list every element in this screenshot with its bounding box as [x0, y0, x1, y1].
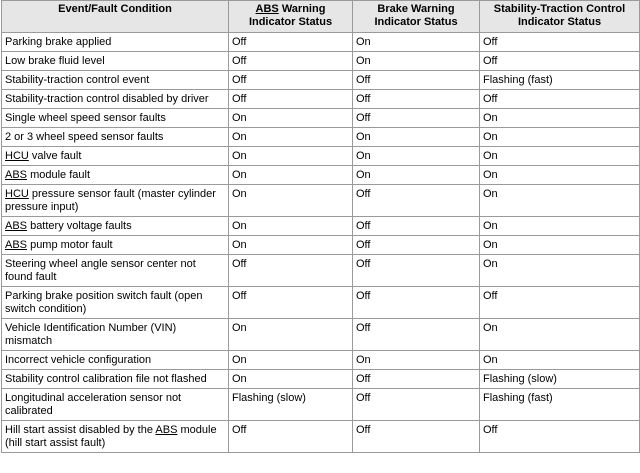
stability-status-cell: On — [480, 351, 640, 370]
condition-cell — [2, 109, 229, 128]
condition-text: 2 or 3 wheel speed sensor faults — [5, 131, 164, 143]
stability-status-cell: Off — [480, 52, 640, 71]
brake-status-cell: On — [353, 33, 480, 52]
condition-abbreviation: HCU — [5, 150, 29, 162]
condition-cell — [2, 52, 229, 71]
header-label: Warning Indicator Status — [248, 3, 333, 28]
brake-status-cell: Off — [353, 287, 480, 319]
header-label: Event/Fault Condition — [58, 3, 172, 15]
abs-status-cell: Off — [229, 52, 353, 71]
condition-text: Parking brake position switch fault (open switch condition) — [5, 290, 206, 315]
brake-status-cell: Off — [353, 236, 480, 255]
table-row — [2, 71, 640, 90]
condition-cell — [2, 33, 229, 52]
condition-cell — [2, 389, 229, 421]
condition-cell — [2, 287, 229, 319]
abs-status-cell: On — [229, 319, 353, 351]
table-row — [2, 185, 640, 217]
abs-status-cell: Off — [229, 255, 353, 287]
condition-cell — [2, 370, 229, 389]
condition-text: Longitudinal acceleration sensor not calibrated — [5, 392, 185, 417]
condition-abbreviation: HCU — [5, 188, 29, 200]
abs-status-cell: On — [229, 236, 353, 255]
condition-cell — [2, 185, 229, 217]
condition-cell — [2, 255, 229, 287]
abs-status-cell: On — [229, 217, 353, 236]
condition-text: module (hill start assist fault) — [5, 424, 220, 449]
brake-status-cell: On — [353, 128, 480, 147]
condition-abbreviation: ABS — [5, 220, 28, 232]
brake-status-cell: On — [353, 147, 480, 166]
abs-status-cell: On — [229, 147, 353, 166]
table-row — [2, 217, 640, 236]
stability-status-cell: Off — [480, 421, 640, 453]
abs-status-cell: Flashing (slow) — [229, 389, 353, 421]
header-brake-warning-status — [353, 1, 480, 33]
header-abbreviation: ABS — [255, 3, 279, 15]
table-row — [2, 128, 640, 147]
abs-status-cell: On — [229, 370, 353, 389]
stability-status-cell: On — [480, 109, 640, 128]
brake-status-cell: Off — [353, 217, 480, 236]
condition-cell — [2, 147, 229, 166]
abs-status-cell: Off — [229, 90, 353, 109]
header-stability-traction-status — [480, 1, 640, 33]
condition-text: battery voltage faults — [27, 220, 132, 232]
stability-status-cell: On — [480, 128, 640, 147]
stability-status-cell: Flashing (slow) — [480, 370, 640, 389]
condition-text: valve fault — [28, 150, 82, 162]
stability-status-cell: Flashing (fast) — [480, 389, 640, 421]
table-body — [2, 33, 640, 453]
condition-text: Stability-traction control event — [5, 74, 150, 86]
stability-status-cell: Off — [480, 33, 640, 52]
brake-status-cell: Off — [353, 185, 480, 217]
table-row — [2, 287, 640, 319]
condition-cell — [2, 90, 229, 109]
table-row — [2, 351, 640, 370]
table-row — [2, 33, 640, 52]
abs-status-cell: On — [229, 351, 353, 370]
stability-status-cell: On — [480, 255, 640, 287]
stability-status-cell: On — [480, 147, 640, 166]
table-row — [2, 90, 640, 109]
brake-status-cell: Off — [353, 90, 480, 109]
table-row — [2, 370, 640, 389]
condition-text: Incorrect vehicle configuration — [5, 354, 152, 366]
stability-status-cell: On — [480, 166, 640, 185]
abs-status-cell: On — [229, 185, 353, 217]
condition-cell — [2, 236, 229, 255]
condition-cell — [2, 351, 229, 370]
brake-status-cell: Off — [353, 389, 480, 421]
brake-status-cell: Off — [353, 319, 480, 351]
table-row — [2, 236, 640, 255]
condition-cell — [2, 319, 229, 351]
condition-text: Low brake fluid level — [5, 55, 105, 67]
condition-text: Steering wheel angle sensor center not found fault — [5, 258, 199, 283]
header-event-fault-condition — [2, 1, 229, 33]
brake-status-cell: On — [353, 52, 480, 71]
stability-status-cell: Flashing (fast) — [480, 71, 640, 90]
brake-status-cell: Off — [353, 255, 480, 287]
header-label: Brake Warning Indicator Status — [374, 3, 458, 28]
condition-cell — [2, 128, 229, 147]
brake-status-cell: Off — [353, 421, 480, 453]
condition-text: pump motor fault — [27, 239, 113, 251]
table-header — [2, 1, 640, 33]
condition-abbreviation: ABS — [5, 169, 28, 181]
condition-cell — [2, 166, 229, 185]
abs-status-cell: On — [229, 109, 353, 128]
stability-status-cell: Off — [480, 90, 640, 109]
abs-status-cell: Off — [229, 71, 353, 90]
abs-status-cell: On — [229, 166, 353, 185]
abs-status-cell: Off — [229, 33, 353, 52]
brake-status-cell: Off — [353, 109, 480, 128]
condition-prefix: Hill start assist disabled by the — [5, 424, 156, 436]
table-row — [2, 421, 640, 453]
table-row — [2, 319, 640, 351]
abs-status-cell: Off — [229, 287, 353, 319]
stability-status-cell: On — [480, 319, 640, 351]
stability-status-cell: Off — [480, 287, 640, 319]
condition-abbreviation: ABS — [155, 424, 178, 436]
condition-text: Stability-traction control disabled by driver — [5, 93, 209, 105]
condition-cell — [2, 71, 229, 90]
table-row — [2, 255, 640, 287]
table-row — [2, 147, 640, 166]
condition-text: pressure sensor fault (master cylinder pressure input) — [5, 188, 219, 213]
stability-status-cell: On — [480, 185, 640, 217]
table-row — [2, 109, 640, 128]
stability-status-cell: On — [480, 217, 640, 236]
brake-status-cell: On — [353, 166, 480, 185]
condition-abbreviation: ABS — [5, 239, 28, 251]
header-abs-warning-status — [229, 1, 353, 33]
condition-text: Single wheel speed sensor faults — [5, 112, 166, 124]
stability-status-cell: On — [480, 236, 640, 255]
abs-status-cell: On — [229, 128, 353, 147]
condition-cell — [2, 217, 229, 236]
brake-status-cell: On — [353, 351, 480, 370]
brake-status-cell: Off — [353, 71, 480, 90]
condition-cell — [2, 421, 229, 453]
condition-text: Parking brake applied — [5, 36, 112, 48]
table-row — [2, 389, 640, 421]
abs-status-cell: Off — [229, 421, 353, 453]
header-row — [2, 1, 640, 33]
condition-text: Vehicle Identification Number (VIN) mismatch — [5, 322, 180, 347]
fault-indicator-table — [1, 0, 640, 453]
table-row — [2, 52, 640, 71]
header-label: Stability-Traction Control Indicator Status — [493, 3, 629, 28]
table-row — [2, 166, 640, 185]
brake-status-cell: Off — [353, 370, 480, 389]
condition-text: Stability control calibration file not flashed — [5, 373, 207, 385]
condition-text: module fault — [27, 169, 90, 181]
